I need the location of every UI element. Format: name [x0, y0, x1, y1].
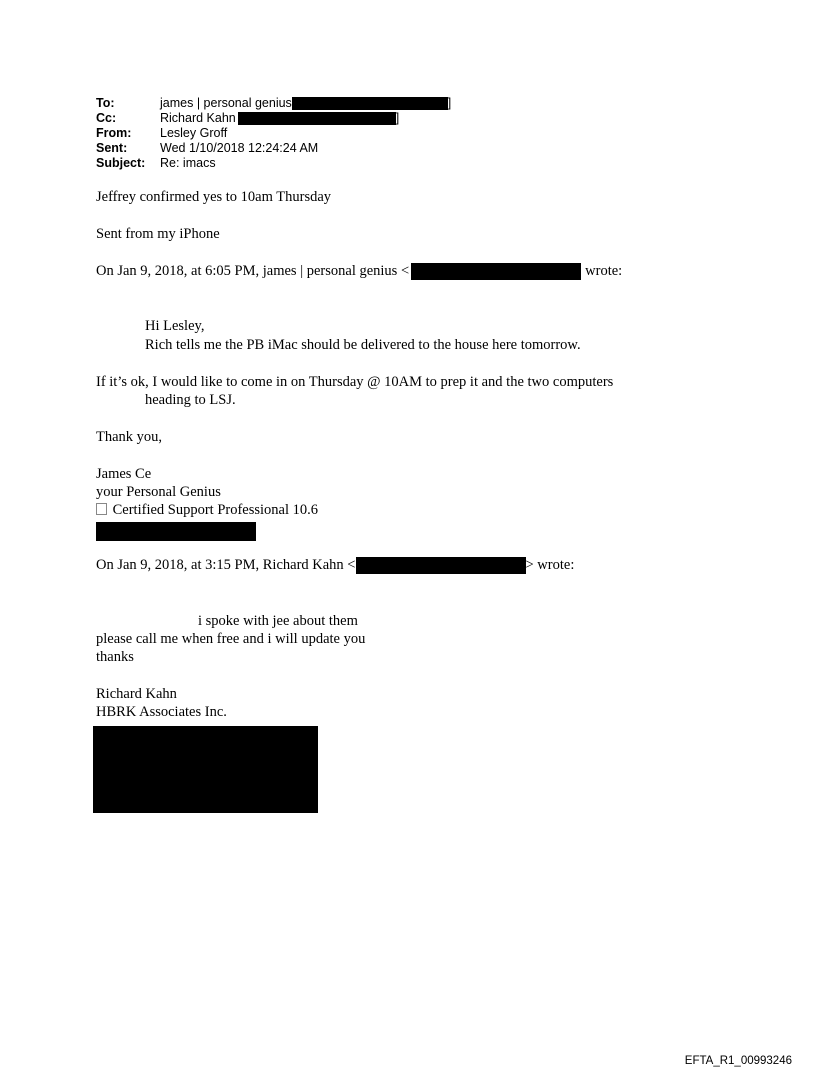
document-id: EFTA_R1_00993246: [684, 1055, 792, 1067]
quote1-intro-suffix: wrote:: [585, 263, 623, 279]
to-name: james | personal genius: [160, 96, 292, 110]
cc-label: Cc:: [96, 111, 117, 125]
cc-name: Richard Kahn: [160, 111, 236, 125]
quote2-intro: [96, 557, 574, 574]
greeting: Hi Lesley,: [145, 318, 205, 334]
to-label: To:: [96, 96, 115, 110]
sent-value: Wed 1/10/2018 12:24:24 AM: [160, 141, 319, 155]
subject-value: Re: imacs: [160, 156, 216, 170]
signature2-name: Richard Kahn: [96, 686, 177, 702]
redaction-block: [93, 726, 318, 813]
quote2-line2: please call me when free and i will update you: [96, 631, 366, 647]
quote1-intro-text: On Jan 9, 2018, at 6:05 PM, james | personal genius <: [96, 263, 410, 279]
redaction-block: [411, 263, 581, 280]
subject-label: Subject:: [96, 156, 146, 170]
to-bracket: ]: [447, 96, 452, 110]
quote2-intro-suffix: > wrote:: [525, 557, 575, 573]
signature-name: James Ce: [96, 466, 152, 482]
cc-bracket: ]: [395, 111, 400, 125]
quote2-intro-text: On Jan 9, 2018, at 3:15 PM, Richard Kahn <: [96, 557, 356, 573]
signature-title: your Personal Genius: [96, 484, 221, 500]
redaction-block: [238, 112, 396, 125]
quote2-line3: thanks: [96, 649, 134, 665]
redaction-block: [96, 522, 256, 541]
quote2-line1: i spoke with jee about them: [198, 613, 358, 629]
to-value: [160, 96, 451, 111]
checkbox-glyph-icon: [96, 503, 107, 515]
sent-label: Sent:: [96, 141, 128, 155]
redaction-block: [292, 97, 448, 110]
quote1-line1: Rich tells me the PB iMac should be delivered to the house here tomorrow.: [145, 337, 581, 353]
signature2-company: HBRK Associates Inc.: [96, 704, 227, 720]
quote1-intro: [96, 263, 622, 280]
quote1-line2: If it’s ok, I would like to come in on Thursday @ 10AM to prep it and the two computers: [96, 374, 614, 390]
device-signature: Sent from my iPhone: [96, 226, 220, 242]
reply-line: Jeffrey confirmed yes to 10am Thursday: [96, 189, 332, 205]
from-value: Lesley Groff: [160, 126, 228, 140]
redaction-block: [356, 557, 526, 574]
quote1-line3: heading to LSJ.: [145, 392, 236, 408]
signature-certification: [96, 502, 318, 519]
certification-text: Certified Support Professional 10.6: [109, 502, 319, 518]
cc-value: [160, 111, 399, 126]
quote1-thanks: Thank you,: [96, 429, 163, 445]
from-label: From:: [96, 126, 132, 140]
